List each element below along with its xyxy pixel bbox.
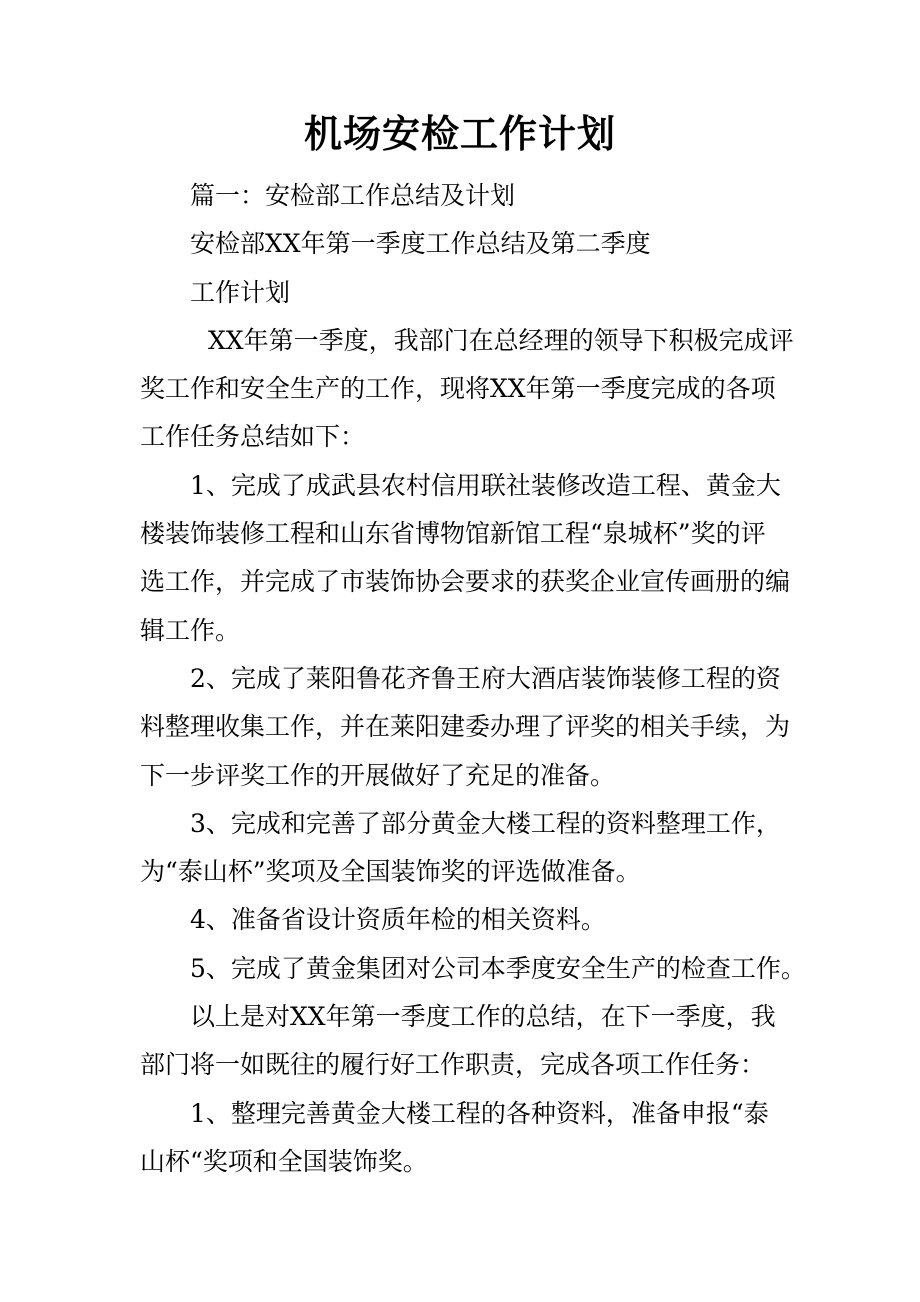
paragraph-line: 5、完成了黄金集团对公司本季度安全生产的检查工作。 — [190, 953, 806, 983]
paragraph-line: 楼装饰装修工程和山东省博物馆新馆工程“泉城杯”奖的评 — [140, 519, 766, 549]
paragraph-line: 辑工作。 — [140, 615, 241, 645]
section-heading: 篇一：安检部工作总结及计划 — [190, 181, 516, 210]
paragraph-line: 工作任务总结如下： — [140, 422, 366, 452]
paragraph-line: 1、整理完善黄金大楼工程的各种资料，准备申报“泰 — [190, 1098, 769, 1128]
subheading-line: 安检部XX年第一季度工作总结及第二季度 — [190, 229, 651, 259]
paragraph-line: 4、准备省设计资质年检的相关资料。 — [190, 905, 606, 935]
paragraph-line: 料整理收集工作，并在莱阳建委办理了评奖的相关手续，为 — [140, 712, 791, 742]
paragraph-line: 奖工作和安全生产的工作，现将XX年第一季度完成的各项 — [140, 374, 776, 404]
paragraph-line: 以上是对XX年第一季度工作的总结，在下一季度，我 — [190, 1002, 776, 1032]
subheading-line: 工作计划 — [190, 277, 291, 307]
paragraph-line: 3、完成和完善了部分黄金大楼工程的资料整理工作， — [190, 808, 781, 838]
paragraph-line: 下一步评奖工作的开展做好了充足的准备。 — [140, 760, 616, 790]
paragraph-line: 部门将一如既往的履行好工作职责，完成各项工作任务： — [140, 1050, 766, 1080]
document-body — [140, 172, 806, 1186]
paragraph-line: 山杯“奖项和全国装饰奖。 — [140, 1146, 428, 1176]
paragraph-line: 2、完成了莱阳鲁花齐鲁王府大酒店装饰装修工程的资 — [190, 663, 781, 693]
paragraph-line: 为“泰山杯”奖项及全国装饰奖的评选做准备。 — [140, 857, 641, 887]
paragraph-line: XX年第一季度，我部门在总经理的领导下积极完成评 — [208, 325, 794, 355]
document-title: 机场安检工作计划 — [303, 111, 616, 156]
paragraph-line: 1、完成了成武县农村信用联社装修改造工程、黄金大 — [190, 470, 781, 500]
paragraph-line: 选工作，并完成了市装饰协会要求的获奖企业宣传画册的编 — [140, 567, 791, 597]
